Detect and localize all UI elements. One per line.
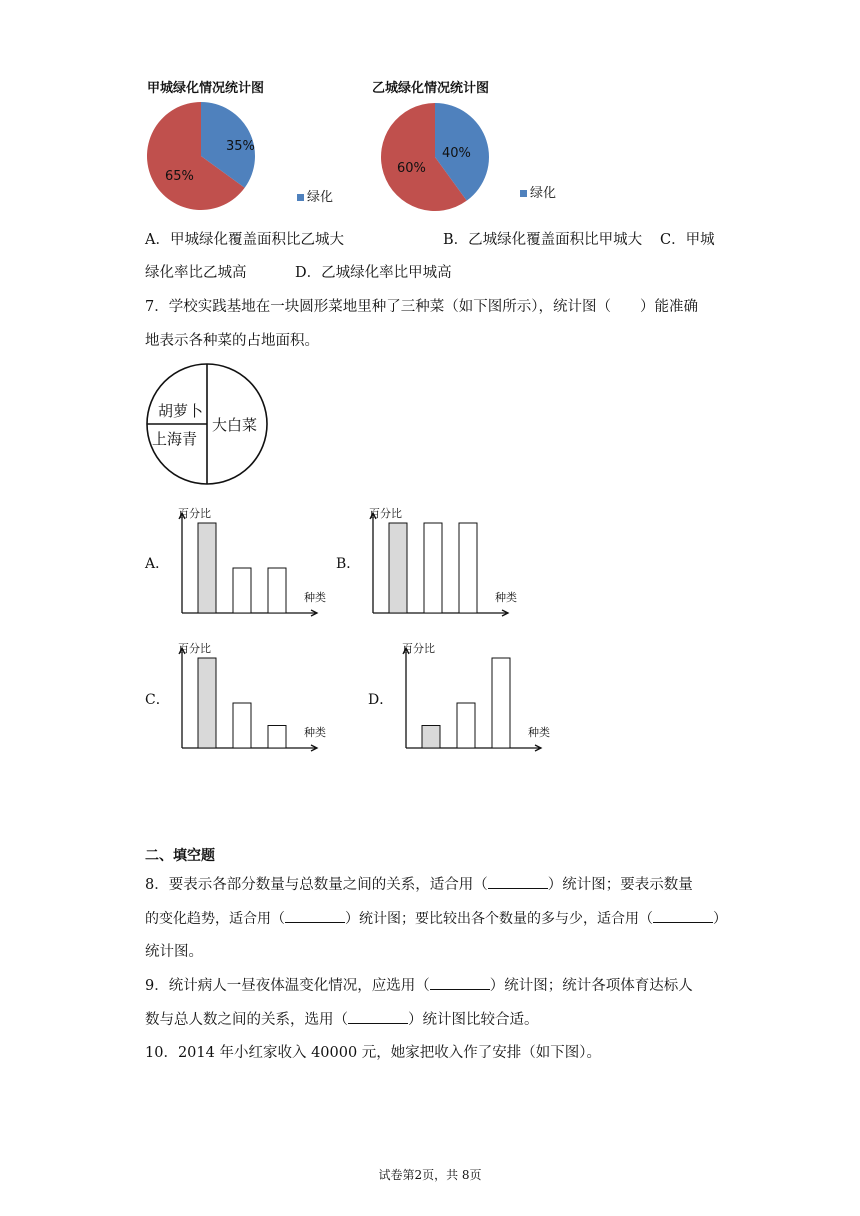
q6-option-c-start: C．甲城 xyxy=(660,232,715,248)
pie-left-green-label: 35% xyxy=(226,139,255,154)
x-axis-label: 种类 xyxy=(304,591,326,604)
y-axis-label: 百分比 xyxy=(178,642,211,655)
pie-left-legend: 绿化 xyxy=(307,190,334,205)
pie-right-title: 乙城绿化情况统计图 xyxy=(372,81,490,96)
bar xyxy=(233,568,251,613)
q9-blank-2[interactable] xyxy=(348,1009,408,1024)
bokchoy-label: 上海青 xyxy=(152,430,198,448)
q6-option-a: A．甲城绿化覆盖面积比乙城大 xyxy=(145,232,344,248)
q7-text-line2: 地表示各种菜的占地面积。 xyxy=(145,333,319,349)
q6-options-line1 xyxy=(145,230,715,250)
q8-blank-1[interactable] xyxy=(488,874,548,889)
bar-chart-c xyxy=(172,638,332,760)
y-axis-label: 百分比 xyxy=(369,507,402,520)
q7-text-line1: 7．学校实践基地在一块圆形菜地里种了三种菜（如下图所示），统计图（ ）能准确 xyxy=(145,299,698,315)
q8-line2: 的变化趋势，适合用（ ）统计图；要比较出各个数量的多与少，适合用（ ） xyxy=(145,908,727,929)
bar-chart-b xyxy=(363,503,523,625)
q8-blank-3[interactable] xyxy=(653,908,713,923)
bar xyxy=(268,568,286,613)
page-footer: 试卷第2页，共 8页 xyxy=(378,1168,482,1182)
q7-option-a-label: A． xyxy=(145,556,170,572)
bar xyxy=(198,658,216,748)
bar-chart-d xyxy=(396,638,556,760)
q6-option-b: B．乙城绿化覆盖面积比甲城大 xyxy=(443,232,643,248)
bar xyxy=(422,726,440,749)
section-fill-in-title: 二、填空题 xyxy=(145,848,215,864)
vegetable-circle xyxy=(144,362,272,486)
q6-option-c-end: 绿化率比乙城高 xyxy=(145,265,247,281)
bar xyxy=(492,658,510,748)
pie-left-other-label: 65% xyxy=(165,169,194,184)
x-axis-label: 种类 xyxy=(528,726,550,739)
pie-left xyxy=(140,100,340,215)
pie-right-legend-swatch xyxy=(520,190,527,197)
bar xyxy=(198,523,216,613)
bar xyxy=(424,523,442,613)
bar xyxy=(268,726,286,749)
cabbage-label: 大白菜 xyxy=(212,416,258,434)
q9-blank-1[interactable] xyxy=(430,975,490,990)
q8-line3: 统计图。 xyxy=(145,944,203,960)
q7-option-b-label: B． xyxy=(336,556,361,572)
q8-line1: 8．要表示各部分数量与总数量之间的关系，适合用（ ）统计图；要表示数量 xyxy=(145,874,693,895)
x-axis-label: 种类 xyxy=(304,726,326,739)
bar xyxy=(459,523,477,613)
q6-option-d: D．乙城绿化率比甲城高 xyxy=(295,265,452,281)
bar-chart-a xyxy=(172,503,332,625)
pie-right-other-label: 60% xyxy=(397,161,426,176)
y-axis-label: 百分比 xyxy=(178,507,211,520)
x-axis-label: 种类 xyxy=(495,591,517,604)
q6-options-line2 xyxy=(145,263,452,283)
q7-option-d-label: D． xyxy=(368,692,394,708)
q10-text: 10．2014 年小红家收入 40000 元，她家把收入作了安排（如下图）。 xyxy=(145,1045,602,1061)
y-axis-label: 百分比 xyxy=(402,642,435,655)
q8-blank-2[interactable] xyxy=(285,908,345,923)
bar xyxy=(233,703,251,748)
bar xyxy=(457,703,475,748)
pie-right-legend: 绿化 xyxy=(530,186,557,201)
carrot-label: 胡萝卜 xyxy=(158,402,204,420)
q9-line1: 9．统计病人一昼夜体温变化情况，应选用（ ）统计图；统计各项体育达标人 xyxy=(145,975,693,996)
bar xyxy=(389,523,407,613)
pie-left-legend-swatch xyxy=(297,194,304,201)
pie-right-green-label: 40% xyxy=(442,146,471,161)
pie-left-title: 甲城绿化情况统计图 xyxy=(147,81,265,96)
q9-line2: 数与总人数之间的关系，选用（ ）统计图比较合适。 xyxy=(145,1009,539,1030)
pie-right xyxy=(375,100,575,215)
q7-option-c-label: C． xyxy=(145,692,170,708)
